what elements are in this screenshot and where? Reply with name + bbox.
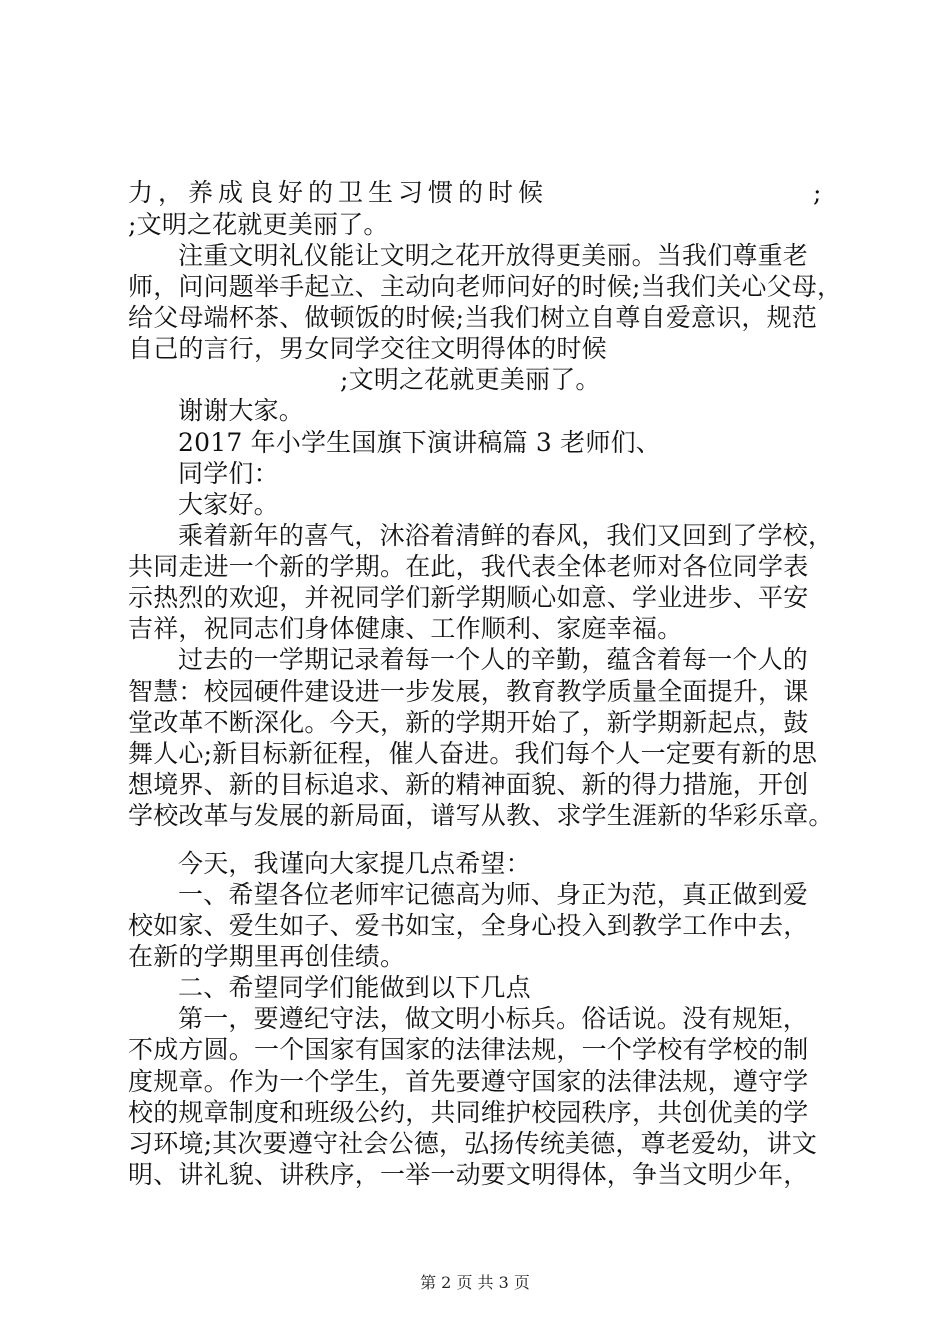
- text-line-13: 乘着新年的喜气，沐浴着清鲜的春风，我们又回到了学校，: [178, 521, 834, 550]
- text-line-14: 共同走进一个新的学期。在此，我代表全体老师对各位同学表: [128, 552, 809, 581]
- text-line-24: 一、希望各位老师牢记德高为师、身正为范，真正做到爱: [178, 880, 809, 909]
- text-line-33: 明、讲礼貌、讲秩序，一举一动要文明得体，争当文明少年，: [128, 1160, 809, 1189]
- text-line-26: 在新的学期里再创佳绩。: [128, 942, 406, 971]
- text-line-8: ;文明之花就更美丽了。: [340, 365, 601, 394]
- text-line-31: 校的规章制度和班级公约，共同维护校园秩序，共创优美的学: [128, 1098, 809, 1127]
- text-line-19: 堂改革不断深化。今天，新的学期开始了，新学期新起点，鼓: [128, 708, 809, 737]
- text-line-21: 想境界、新的目标追求、新的精神面貌、新的得力措施，开创: [128, 770, 809, 799]
- text-line-6: 给父母端杯茶、做顿饭的时候;当我们树立自尊自爱意识，规范: [128, 303, 818, 332]
- text-line-10: 2017 年小学生国旗下演讲稿篇 3 老师们、: [178, 428, 661, 457]
- text-line-9: 谢谢大家。: [178, 396, 305, 425]
- text-line-28: 第一，要遵纪守法，做文明小标兵。俗话说。没有规矩，: [178, 1004, 809, 1033]
- text-line-5: 师，问问题举手起立、主动向老师问好的时候;当我们关心父母，: [128, 272, 843, 301]
- text-line-32: 习环境;其次要遵守社会公德，弘扬传统美德，尊老爱幼，讲文: [128, 1129, 818, 1158]
- text-line-30: 度规章。作为一个学生，首先要遵守国家的法律法规，遵守学: [128, 1067, 809, 1096]
- text-line-4: 注重文明礼仪能让文明之花开放得更美丽。当我们尊重老: [178, 241, 809, 270]
- text-line-17: 过去的一学期记录着每一个人的辛勤，蕴含着每一个人的: [178, 645, 809, 674]
- text-line-2: ;: [813, 178, 822, 207]
- page-number-footer: 第 2 页 共 3 页: [420, 1273, 530, 1292]
- text-line-20: 舞人心;新目标新征程，催人奋进。我们每个人一定要有新的思: [128, 739, 818, 768]
- text-line-25: 校如家、爱生如子、爱书如宝，全身心投入到教学工作中去，: [128, 911, 809, 940]
- text-line-29: 不成方圆。一个国家有国家的法律法规，一个学校有学校的制: [128, 1035, 809, 1064]
- text-line-7: 自己的言行，男女同学交往文明得体的时候: [128, 334, 607, 363]
- text-line-18: 智慧：校园硬件建设进一步发展，教育教学质量全面提升，课: [128, 677, 809, 706]
- text-line-12: 大家好。: [178, 490, 279, 519]
- text-line-3: ;文明之花就更美丽了。: [128, 210, 389, 239]
- text-line-16: 吉祥，祝同志们身体健康、工作顺利、家庭幸福。: [128, 614, 683, 643]
- text-line-23: 今天，我谨向大家提几点希望：: [178, 849, 531, 878]
- text-line-11: 同学们：: [178, 459, 279, 488]
- text-line-15: 示热烈的欢迎，并祝同学们新学期顺心如意、学业进步、平安: [128, 583, 809, 612]
- text-line-27: 二、希望同学们能做到以下几点: [178, 973, 531, 1002]
- text-line-1: 力，养成良好的卫生习惯的时候: [128, 178, 549, 207]
- text-line-22: 学校改革与发展的新局面，谱写从教、求学生涯新的华彩乐章。: [128, 801, 834, 830]
